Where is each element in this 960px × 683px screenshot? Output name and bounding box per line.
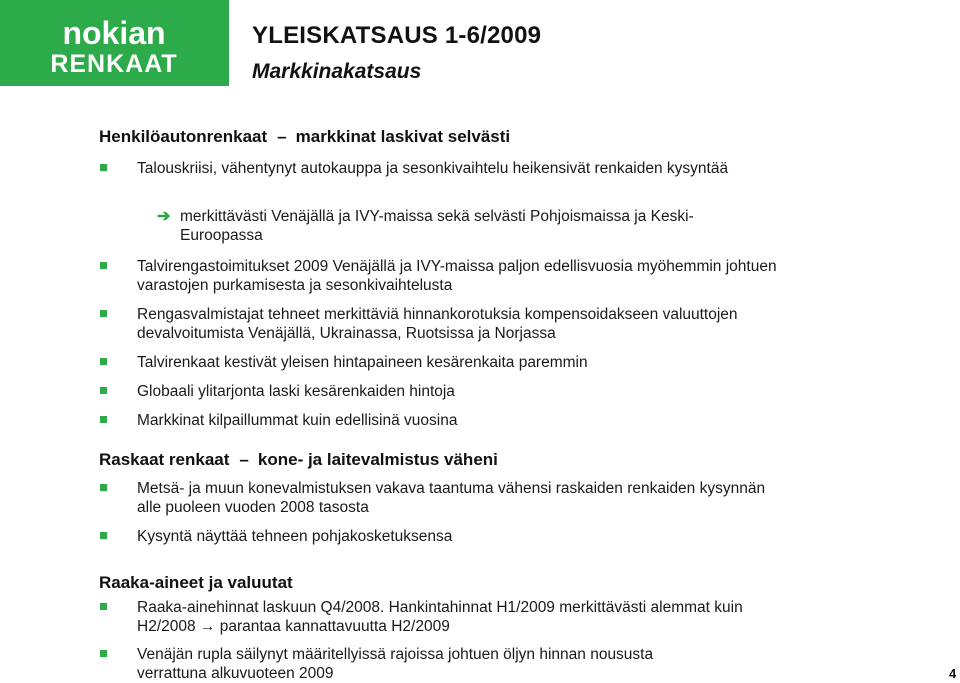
section-heading-b: markkinat laskivat selvästi	[295, 127, 511, 146]
section-heading-passenger	[99, 127, 510, 147]
bullet-marker	[100, 650, 107, 657]
section-heading-materials	[99, 573, 293, 593]
bullet-marker	[100, 164, 107, 171]
bullet-marker	[100, 262, 107, 269]
sub-bullet-text: merkittävästi Venäjällä ja IVY-maissa sekä selvästi Pohjoismaissa ja Keski-Euroopassa	[180, 208, 694, 244]
bullet-text: Metsä- ja muun konevalmistuksen vakava taantuma vähensi raskaiden renkaiden kysynnän alle puoleen vuoden 2008 tasosta	[137, 480, 766, 516]
logo-line2: RENKAAT	[50, 50, 178, 78]
bullet-marker	[100, 416, 107, 423]
section-heading-heavy	[99, 450, 498, 470]
bullet-marker	[100, 603, 107, 610]
section-heading-a: Henkilöautonrenkaat	[99, 127, 268, 146]
section-heading-b: kone- ja laitevalmistus väheni	[257, 450, 498, 469]
bullet-text: Markkinat kilpaillummat kuin edellisinä vuosina	[137, 412, 458, 429]
logo-line1: nokian	[62, 15, 166, 51]
bullet-marker	[100, 358, 107, 365]
bullet-marker	[100, 532, 107, 539]
section-heading-a: Raskaat renkaat	[99, 450, 230, 469]
nokian-renkaat-logo	[0, 0, 229, 86]
page-subtitle: Markkinakatsaus	[252, 60, 422, 83]
section-heading-dash: –	[239, 450, 249, 469]
bullet-marker	[100, 310, 107, 317]
page-title: YLEISKATSAUS 1-6/2009	[252, 22, 542, 49]
bullet-text: Talvirengastoimitukset 2009 Venäjällä ja IVY-maissa paljon edellisvuosia myöhemmin johtuen varastojen purkamisesta ja sesonkivaihtelusta	[137, 258, 777, 294]
bullet-text: Rengasvalmistajat tehneet merkittäviä hinnankorotuksia kompensoidakseen valuuttojen devalvoitumista Venäjällä, Ukrainassa, Ruotsissa ja Norjassa	[137, 306, 738, 342]
bullet-text: Venäjän rupla säilynyt määritellyissä rajoissa johtuen öljyn hinnan noususta verrattuna alkuvuoteen 2009	[137, 646, 654, 682]
bullet-text: Kysyntä näyttää tehneen pohjakosketuksensa	[137, 528, 453, 545]
page-number: 4	[949, 666, 957, 681]
arrow-right-icon: ➔	[157, 208, 171, 225]
bullet-text: Talouskriisi, vähentynyt autokauppa ja sesonkivaihtelu heikensivät renkaiden kysyntää	[137, 160, 729, 177]
bullet-text: Talvirenkaat kestivät yleisen hintapaineen kesärenkaita paremmin	[137, 354, 588, 371]
bullet-text: Raaka-ainehinnat laskuun Q4/2008. Hankintahinnat H1/2009 merkittävästi alemmat kuin H2/2008 → parantaa kannattavuutta H2/2009	[137, 599, 743, 635]
section-heading-a: Raaka-aineet ja valuutat	[99, 573, 293, 592]
bullet-marker	[100, 387, 107, 394]
bullet-marker	[100, 484, 107, 491]
bullet-text: Globaali ylitarjonta laski kesärenkaiden hintoja	[137, 383, 455, 400]
section-heading-dash: –	[277, 127, 287, 146]
